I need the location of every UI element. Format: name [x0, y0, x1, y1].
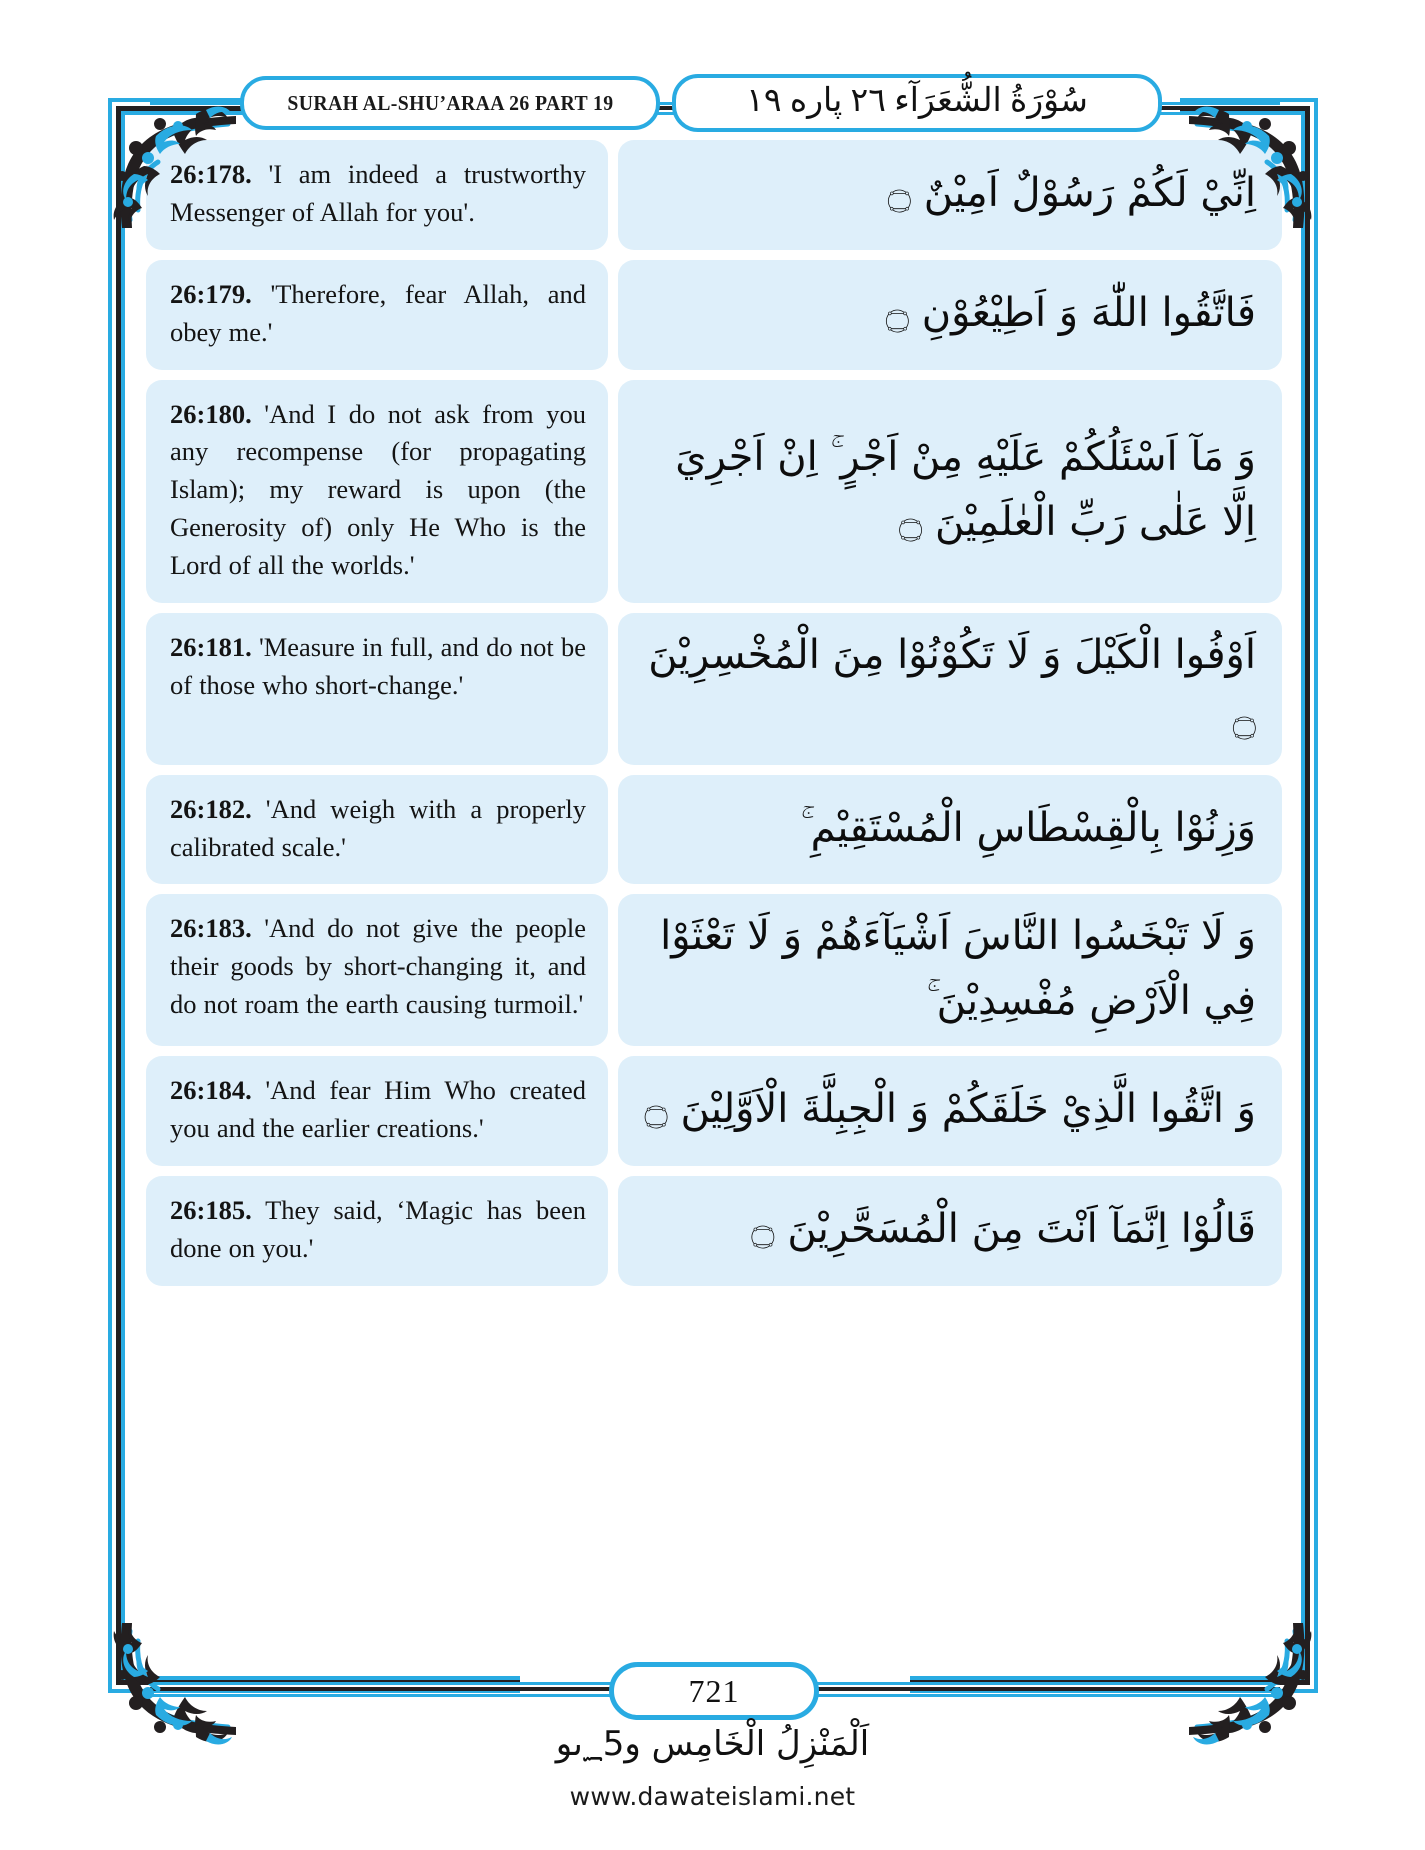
- verse-arabic-text: اَوْفُوا الْكَيْلَ وَ لَا تَكُوْنُوْا مِنَ الْمُخْسِرِيْنَ ۝: [648, 632, 1256, 743]
- corner-ornament-top-left: [78, 70, 243, 235]
- verse-arabic-text: وَزِنُوْا بِالْقِسْطَاسِ الْمُسْتَقِيْمِ ۚ: [800, 805, 1256, 852]
- verse-arabic-text: وَ لَا تَبْخَسُوا النَّاسَ اَشْيَآءَهُمْ وَ لَا تَعْثَوْا فِي الْاَرْضِ مُفْسِدِيْنَ ۚ: [660, 913, 1256, 1025]
- verse-row: [146, 894, 1282, 1046]
- verse-english-cell: [146, 260, 608, 370]
- verse-english-body: 'I am indeed a trustworthy Messenger of Allah for you'.: [170, 159, 587, 227]
- surah-title-arabic-text: سُوْرَةُ الشُّعَرَآء ٢٦ پاره ١٩: [746, 82, 1088, 119]
- verse-list: [146, 140, 1282, 1296]
- verse-arabic-cell: [618, 1056, 1282, 1166]
- verse-row: [146, 1056, 1282, 1166]
- verse-number: 26:184.: [170, 1074, 252, 1105]
- verse-arabic-text: وَ مَآ اَسْئَلُكُمْ عَلَيْهِ مِنْ اَجْرٍ ۚ اِنْ اَجْرِيَ اِلَّا عَلٰى رَبِّ الْعٰلَمِيْنَ ۝: [675, 434, 1256, 546]
- verse-english-cell: [146, 894, 608, 1046]
- verse-arabic-text: اِنِّيْ لَكُمْ رَسُوْلٌ اَمِيْنٌ ۝: [887, 170, 1256, 217]
- verse-number: 26:180.: [170, 398, 252, 429]
- verse-row: [146, 1176, 1282, 1286]
- manzil-label: اَلْمَنْزِلُ الْخَامِس و؁5ىو: [555, 1724, 870, 1764]
- verse-english-cell: [146, 1176, 608, 1286]
- verse-arabic-cell: [618, 260, 1282, 370]
- verse-english-body: 'Measure in full, and do not be of those who short-change.': [170, 632, 587, 700]
- verse-english-body: 'And do not give the people their goods by short-changing it, and do not roam the earth causing turmoil.': [170, 913, 586, 1020]
- verse-row: [146, 613, 1282, 765]
- verse-english-text: [170, 276, 586, 352]
- verse-english-body: They said, ‘Magic has been done on you.': [170, 1194, 586, 1263]
- verse-english-cell: [146, 775, 608, 885]
- verse-arabic-text: قَالُوْا اِنَّمَآ اَنْتَ مِنَ الْمُسَحَّرِيْنَ ۝: [751, 1206, 1256, 1253]
- verse-english-cell: [146, 613, 608, 765]
- verse-english-text: [170, 910, 586, 1024]
- verse-english-text: [170, 396, 586, 585]
- verse-row: [146, 140, 1282, 250]
- page-number: 721: [688, 1672, 740, 1709]
- corner-ornament-bottom-right: [1182, 1616, 1347, 1781]
- verse-english-text: [170, 629, 586, 705]
- verse-english-body: 'And fear Him Who created you and the earlier creations.': [170, 1074, 587, 1143]
- surah-title-arabic-cartouche: [672, 74, 1162, 132]
- website-url: www.dawateislami.net: [569, 1782, 856, 1811]
- surah-title-text: SURAH AL-SHU’ARAA 26 PART 19: [286, 90, 614, 115]
- verse-arabic-cell: [618, 894, 1282, 1046]
- verse-arabic-cell: [618, 1176, 1282, 1286]
- corner-ornament-bottom-left: [78, 1616, 243, 1781]
- verse-number: 26:178.: [170, 159, 252, 189]
- corner-ornament-top-right: [1182, 70, 1347, 235]
- verse-arabic-cell: [618, 380, 1282, 603]
- verse-number: 26:185.: [170, 1194, 252, 1225]
- verse-arabic-text: فَاتَّقُوا اللّٰهَ وَ اَطِيْعُوْنِ ۝: [885, 290, 1256, 337]
- verse-english-body: 'Therefore, fear Allah, and obey me.': [170, 278, 586, 347]
- verse-arabic-cell: [618, 775, 1282, 885]
- verse-row: [146, 775, 1282, 885]
- verse-english-body: 'And I do not ask from you any recompense (for propagating Islam); my reward is upon (the Generosity of) only He Who is the Lord of all the worlds.': [170, 398, 587, 581]
- verse-number: 26:179.: [170, 278, 252, 309]
- verse-english-body: 'And weigh with a properly calibrated scale.': [170, 793, 586, 862]
- verse-english-cell: [146, 380, 608, 603]
- verse-english-text: [170, 1072, 586, 1148]
- verse-english-cell: [146, 1056, 608, 1166]
- verse-number: 26:181.: [170, 632, 252, 663]
- verse-number: 26:183.: [170, 913, 252, 944]
- verse-english-text: [170, 1192, 586, 1268]
- surah-title-cartouche: [240, 76, 660, 130]
- verse-english-text: [170, 791, 586, 867]
- verse-row: [146, 380, 1282, 603]
- verse-number: 26:182.: [170, 793, 252, 824]
- page-number-cartouche: [609, 1662, 819, 1720]
- verse-row: [146, 260, 1282, 370]
- verse-arabic-text: وَ اتَّقُوا الَّذِيْ خَلَقَكُمْ وَ الْجِبِلَّةَ الْاَوَّلِيْنَ ۝: [644, 1086, 1256, 1133]
- verse-arabic-cell: [618, 613, 1282, 765]
